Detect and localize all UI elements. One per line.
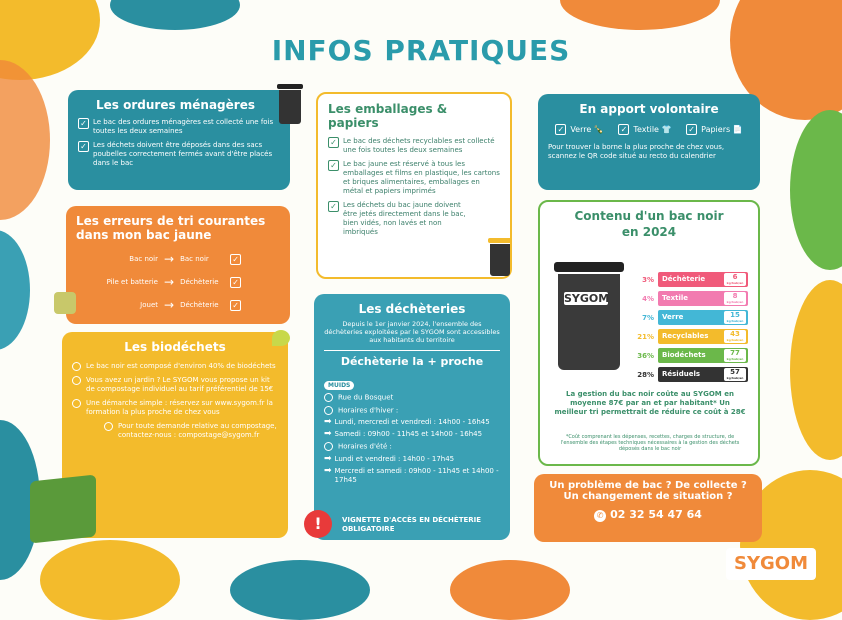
emballages-item: Le bac jaune est réservé à tous les emballages et films en plastique, les cartons et briques alimentaires, emballages en métal et papiers imprimés	[343, 160, 500, 195]
decor-shape	[790, 110, 842, 270]
contenu-pct: 21%	[637, 333, 654, 341]
bin-label: SYGOM	[564, 292, 610, 305]
dechet-title: Les déchèteries	[358, 302, 466, 316]
phone-icon: ✆	[594, 510, 606, 522]
dechet-summer-row: Lundi et vendredi : 14h00 - 17h45	[334, 454, 455, 463]
check-icon: ✓	[230, 254, 241, 265]
paper-icon: 📄	[732, 125, 743, 134]
check-icon: ✓	[78, 118, 89, 129]
erreur-to: Bac noir	[180, 255, 209, 263]
circle-icon	[324, 442, 333, 451]
probleme-line1: Un problème de bac ? De collecte ?	[549, 480, 747, 491]
bottle-icon: 🍾	[593, 125, 604, 134]
erreurs-title-1: Les erreurs de tri courantes	[76, 214, 266, 228]
contenu-kg	[724, 368, 746, 381]
decor-shape	[450, 560, 570, 620]
decor-shape	[0, 230, 30, 350]
check-icon: ✓	[618, 124, 629, 135]
apport-item-textile: ✓ Textile 👕	[618, 124, 671, 135]
arrow-icon: ➡	[324, 453, 332, 464]
contenu-kg-unit: kg/hab/an	[726, 376, 744, 380]
vignette-text: VIGNETTE D'ACCÈS EN DÉCHÈTERIE OBLIGATOIRE	[342, 516, 482, 533]
circle-icon	[72, 399, 81, 408]
decor-shape	[40, 540, 180, 620]
emballages-card	[316, 92, 512, 279]
biodechets-item: Une démarche simple : réservez sur www.sygom.fr la formation la plus proche de chez vous	[86, 399, 273, 416]
yellow-bin-icon	[488, 238, 512, 276]
composter-icon	[30, 475, 96, 544]
phone-row[interactable]	[542, 508, 754, 522]
contenu-bar	[658, 291, 748, 306]
contenu-label: Textile	[662, 294, 689, 302]
contenu-kg	[724, 330, 746, 343]
emballages-item: Les déchets du bac jaune doivent être jetés directement dans le bac, bien vidés, non lavés et non imbriqués	[343, 201, 466, 236]
dechet-card	[314, 294, 510, 540]
check-icon: ✓	[555, 124, 566, 135]
decor-shape	[110, 0, 240, 30]
apport-card	[538, 94, 760, 190]
arrow-icon: →	[164, 275, 175, 289]
contenu-pct: 7%	[642, 314, 654, 322]
contenu-kg	[724, 273, 746, 286]
dechet-subtitle: Déchèterie la + proche	[324, 350, 500, 368]
contenu-kg-unit: kg/hab/an	[726, 281, 744, 285]
decor-shape	[0, 60, 50, 220]
circle-icon	[324, 406, 333, 415]
contenu-label: Verre	[662, 313, 684, 321]
butterfly-icon	[272, 330, 290, 346]
black-bin-illustration	[554, 262, 624, 380]
contenu-kg-value: 43	[730, 330, 740, 338]
biodechets-item: Vous avez un jardin ? Le SYGOM vous propose un kit de compostage individuel au tarif préférentiel de 15€	[86, 376, 274, 393]
contenu-bar	[658, 310, 748, 325]
contenu-kg-unit: kg/hab/an	[726, 319, 744, 323]
ordures-title: Les ordures ménagères	[96, 98, 255, 112]
contenu-title-1: Contenu d'un bac noir	[574, 209, 724, 223]
phone-number: 02 32 54 47 64	[610, 508, 702, 521]
contenu-bar	[658, 272, 748, 287]
contenu-note: *Coût comprenant les dépenses, recettes, charges de structure, de l'ensemble des étapes techniques nécessaires à la gestion des déchets déposés dans le bac noir	[560, 434, 740, 452]
contenu-pct: 36%	[637, 352, 654, 360]
check-icon: ✓	[78, 141, 89, 152]
arrow-icon: ➡	[324, 417, 332, 427]
dechet-text: Depuis le 1er janvier 2024, l'ensemble des déchèteries exploitées par le SYGOM sont accessibles aux habitants du territoire	[324, 320, 500, 344]
warning-icon: !	[304, 510, 332, 538]
contenu-label: Recyclables	[662, 332, 709, 340]
check-icon: ✓	[328, 137, 339, 148]
apport-text: Pour trouver la borne la plus proche de chez vous, scannez le QR code situé au recto du calendrier	[548, 143, 725, 160]
contenu-bar	[658, 348, 748, 363]
contenu-kg-unit: kg/hab/an	[726, 338, 744, 342]
arrow-icon: ➡	[324, 429, 332, 439]
erreur-from: Pile et batterie	[106, 278, 158, 286]
erreurs-title-2: dans mon bac jaune	[76, 228, 212, 242]
contenu-text: La gestion du bac noir coûte au SYGOM en moyenne 87€ par an et par habitant* Un meilleur tri permettrait de réduire ce coût à 28€	[554, 390, 746, 416]
contenu-pct: 4%	[642, 295, 654, 303]
arrow-icon: →	[164, 252, 175, 266]
check-icon: ✓	[230, 300, 241, 311]
battery-icon	[54, 292, 76, 314]
arrow-icon: →	[164, 298, 175, 312]
ordures-item: Les déchets doivent être déposés dans des sacs poubelles correctement fermés avant d'être placés dans le bac	[93, 141, 273, 167]
contenu-kg-value: 57	[730, 368, 740, 376]
erreur-from: Bac noir	[129, 255, 158, 263]
dechet-winter-row: Lundi, mercredi et vendredi : 14h00 - 16h45	[334, 418, 490, 426]
contenu-card	[538, 200, 760, 466]
contenu-title-2: en 2024	[621, 225, 677, 239]
page-title: INFOS PRATIQUES	[271, 34, 571, 67]
sygom-logo: SYGOM	[726, 548, 816, 580]
decor-shape	[230, 560, 370, 620]
emballages-title: Les emballages & papiers	[328, 102, 448, 130]
circle-icon	[72, 376, 81, 385]
check-icon: ✓	[328, 201, 339, 212]
erreur-to: Déchèterie	[180, 278, 219, 286]
erreur-to: Déchèterie	[180, 301, 219, 309]
dechet-badge: MUIDS	[324, 381, 354, 390]
probleme-line2: Un changement de situation ?	[563, 491, 733, 502]
circle-icon	[324, 393, 333, 402]
biodechets-item: Pour toute demande relative au compostage, contactez-nous : compostage@sygom.fr	[118, 422, 277, 439]
contenu-kg-value: 8	[732, 292, 738, 300]
apport-item-papiers: ✓ Papiers 📄	[686, 124, 743, 135]
apport-title: En apport volontaire	[579, 102, 719, 116]
decor-shape	[560, 0, 720, 30]
biodechets-item: Le bac noir est composé d'environ 40% de biodéchets	[86, 362, 276, 370]
decor-shape	[790, 280, 842, 460]
dechet-summer: Horaires d'été :	[338, 442, 392, 451]
ordures-card	[68, 90, 290, 190]
dechet-summer-row: Mercredi et samedi : 09h00 - 11h45 et 14h00 - 17h45	[334, 466, 499, 484]
biodechets-title: Les biodéchets	[124, 340, 226, 354]
probleme-card	[534, 474, 762, 542]
tshirt-icon: 👕	[661, 125, 672, 134]
dechet-winter-row: Samedi : 09h00 - 11h45 et 14h00 - 16h45	[334, 430, 483, 438]
contenu-kg	[724, 311, 746, 324]
check-icon: ✓	[328, 160, 339, 171]
contenu-label: Biodéchets	[662, 351, 706, 359]
contenu-kg	[724, 349, 746, 362]
contenu-kg-unit: kg/hab/an	[726, 300, 744, 304]
contenu-bar	[658, 329, 748, 344]
contenu-bar	[658, 367, 748, 382]
contenu-kg-unit: kg/hab/an	[726, 357, 744, 361]
circle-icon	[104, 422, 113, 431]
contenu-kg-value: 6	[732, 273, 738, 281]
emballages-item: Le bac des déchets recyclables est collecté une fois toutes les deux semaines	[343, 137, 495, 154]
dechet-winter: Horaires d'hiver :	[338, 406, 399, 414]
contenu-pct: 3%	[642, 276, 654, 284]
check-icon: ✓	[686, 124, 697, 135]
contenu-kg-value: 15	[730, 311, 740, 319]
dechet-address: Rue du Bosquet	[338, 393, 394, 402]
contenu-kg	[724, 292, 746, 305]
circle-icon	[72, 362, 81, 371]
contenu-label: Résiduels	[662, 370, 701, 378]
black-bin-icon	[277, 84, 303, 124]
erreur-from: Jouet	[140, 301, 158, 309]
erreurs-card	[66, 206, 290, 324]
contenu-kg-value: 77	[730, 349, 740, 357]
check-icon: ✓	[230, 277, 241, 288]
arrow-icon: ➡	[324, 465, 332, 476]
contenu-pct: 28%	[637, 371, 654, 379]
apport-item-verre: ✓ Verre 🍾	[555, 124, 603, 135]
contenu-label: Déchèterie	[662, 275, 706, 283]
ordures-item: Le bac des ordures ménagères est collecté une fois toutes les deux semaines	[93, 118, 274, 135]
